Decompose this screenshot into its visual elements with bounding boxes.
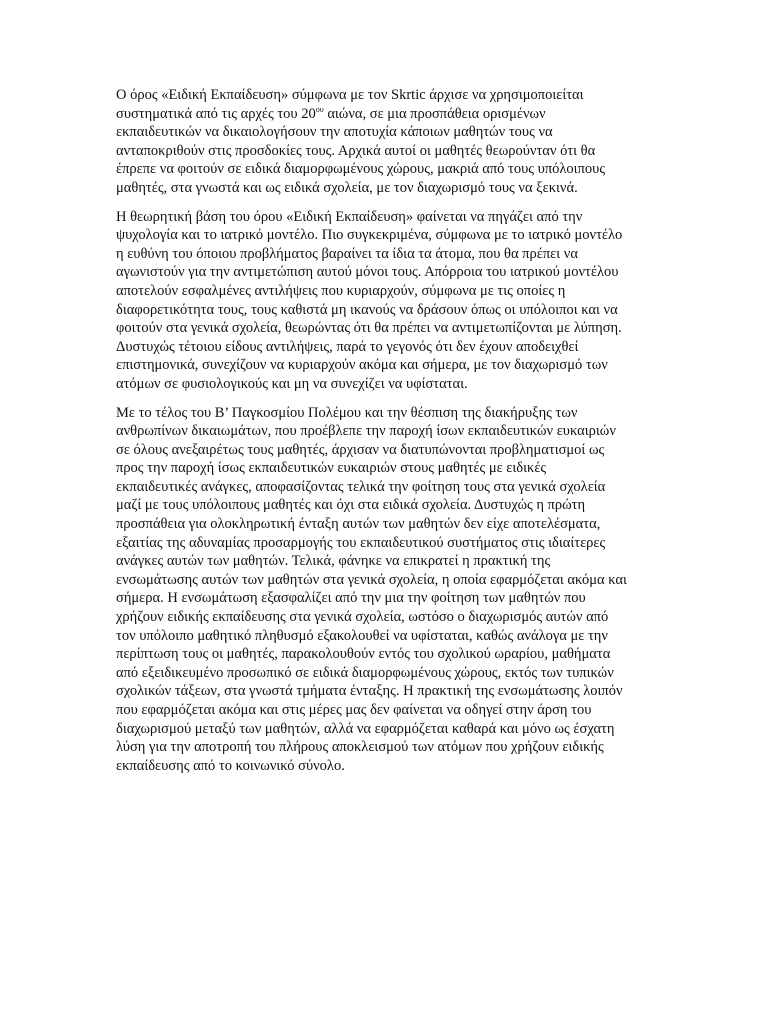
- paragraph-1-text-end: αιώνα, σε μια προσπάθεια ορισμένων εκπαιδευτικών να δικαιολογήσουν την αποτυχία κάποιων μαθητών τους να ανταποκριθούν στις προσδοκίες τους. Αρχικά αυτοί οι μαθητές θεωρούνταν ότι θα έπρεπε να φοιτούν σε ειδικά διαμορφωμένους χώρους, μακριά από τους υπόλοιπους μαθητές, στα γνωστά και ως ειδικά σχολεία, με τον διαχωρισμό τους να ξεκινά.: [116, 105, 606, 196]
- document-page: [116, 86, 630, 785]
- paragraph-1-text-start: Ο όρος «Ειδική Εκπαίδευση» σύμφωνα με τον Skrtic άρχισε να χρησιμοποιείται συστηματικά από τις αρχές του 20: [116, 87, 584, 122]
- paragraph-3: Με το τέλος του Β’ Παγκοσμίου Πολέμου και την θέσπιση της διακήρυξης των ανθρωπίνων δικαιωμάτων, που προέβλεπε την παροχή ίσων εκπαιδευτικών ευκαιριών σε όλους ανεξαιρέτως τους μαθητές, άρχισαν να διατυπώνονται προβληματισμοί ως προς την παροχή ίσως εκπαιδευτικών ευκαιριών στους μαθητές με ειδικές εκπαιδευτικές ανάγκες, αποφασίζοντας τελικά την φοίτηση τους στα γενικά σχολεία μαζί με τους υπόλοιπους μαθητές και όχι στα ειδικά σχολεία. Δυστυχώς η πρώτη προσπάθεια για ολοκληρωτική ένταξη αυτών των μαθητών δεν είχε αποτελέσματα, εξαιτίας της αδυναμίας προσαρμογής του εκπαιδευτικού συστήματος στις ιδιαίτερες ανάγκες αυτών των μαθητών. Τελικά, φάνηκε να επικρατεί η πρακτική της ενσωμάτωσης αυτών των μαθητών στα γενικά σχολεία, η οποία εφαρμόζεται ακόμα και σήμερα. Η ενσωμάτωση εξασφαλίζει από την μια την φοίτηση των μαθητών που χρήζουν ειδικής εκπαίδευσης στα γενικά σχολεία, ωστόσο ο διαχωρισμός αυτών από τον υπόλοιπο μαθητικό πληθυσμό εξακολουθεί να υφίσταται, καθώς ανάλογα με την περίπτωση τους οι μαθητές, παρακολουθούν εντός του σχολικού ωραρίου, μαθήματα από εξειδικευμένο προσωπικό σε ειδικά διαμορφωμένους χώρους, εκτός των τυπικών σχολικών τάξεων, στα γνωστά τμήματα ένταξης. Η πρακτική της ενσωμάτωσης λοιπόν που εφαρμόζεται ακόμα και στις μέρες μας δεν φαίνεται να οδηγεί στην άρση του διαχωρισμού μεταξύ των μαθητών, αλλά να εφαρμόζεται καθαρά και μόνο ως έσχατη λύση για την αποτροπή του πλήρους αποκλεισμού των ατόμων που χρήζουν ειδικής εκπαίδευσης από το κοινωνικό σύνολο.: [116, 404, 627, 774]
- paragraph-1: [116, 86, 630, 198]
- ordinal-superscript: ου: [315, 104, 324, 114]
- paragraph-2: Η θεωρητική βάση του όρου «Ειδική Εκπαίδευση» φαίνεται να πηγάζει από την ψυχολογία και το ιατρικό μοντέλο. Πιο συγκεκριμένα, σύμφωνα με το ιατρικό μοντέλο η ευθύνη του όποιου προβλήματος βαραίνει τα ίδια τα άτομα, που θα πρέπει να αγωνιστούν για την αντιμετώπιση αυτού μόνοι τους. Απόρροια του ιατρικού μοντέλου αποτελούν εσφαλμένες αντιλήψεις που κυριαρχούν, σύμφωνα με τις οποίες η διαφορετικότητα τους, τους καθιστά μη ικανούς να δράσουν όπως οι υπόλοιποι και να φοιτούν στα γενικά σχολεία, θεωρώντας ότι θα πρέπει να αντιμετωπίζονται με λύπηση. Δυστυχώς τέτοιου είδους αντιλήψεις, παρά το γεγονός ότι δεν έχουν αποδειχθεί επιστημονικά, συνεχίζουν να κυριαρχούν ακόμα και σήμερα, με τον διαχωρισμό των ατόμων σε φυσιολογικούς και μη να συνεχίζει να υφίσταται.: [116, 208, 623, 392]
